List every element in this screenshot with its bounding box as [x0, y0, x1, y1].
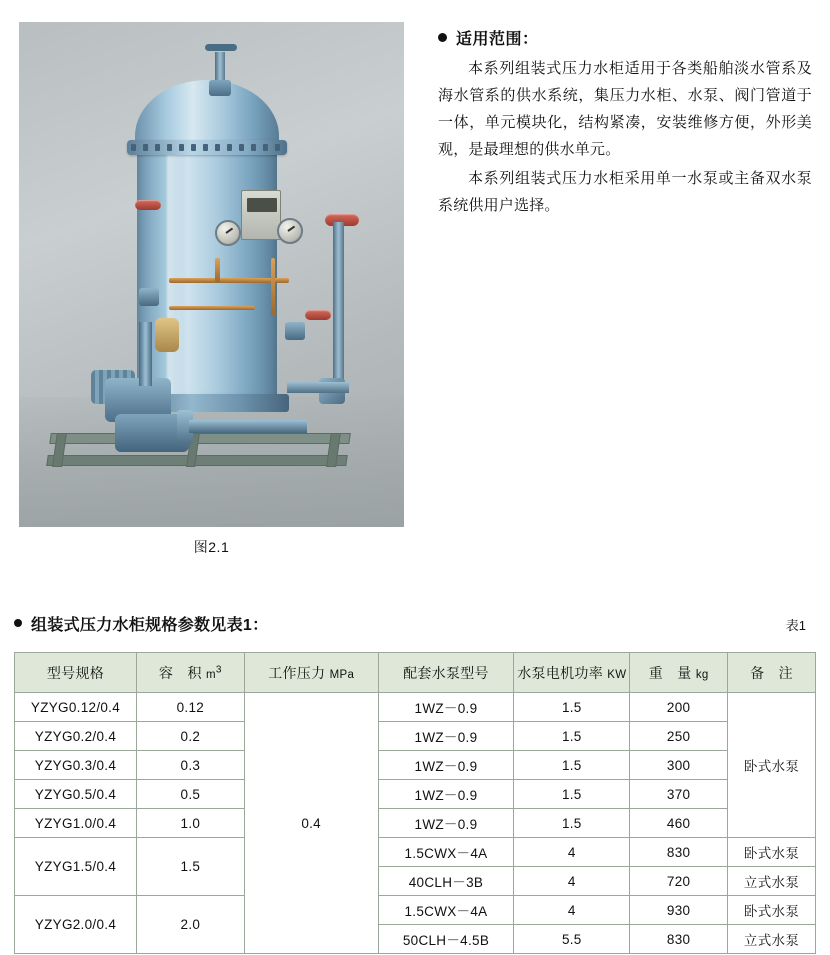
- cell-volume: 0.2: [136, 722, 244, 751]
- cell-note: 卧式水泵: [728, 896, 816, 925]
- cell-pump-model: 1WZ－0.9: [378, 722, 514, 751]
- table-row: [15, 896, 816, 925]
- scope-heading-row: [438, 26, 812, 49]
- table-number-label: 表1: [785, 618, 806, 633]
- cell-note: 立式水泵: [728, 925, 816, 954]
- col-header-note: [728, 653, 816, 693]
- pump-suction-pipe: [139, 322, 152, 386]
- col-header-pressure: [244, 653, 378, 693]
- spec-table-section: [0, 612, 830, 948]
- cell-model: YZYG2.0/0.4: [15, 896, 137, 954]
- cell-power: 4: [514, 896, 630, 925]
- cell-pump-model: 1WZ－0.9: [378, 780, 514, 809]
- cell-weight: 720: [630, 867, 728, 896]
- cell-volume: 0.12: [136, 693, 244, 722]
- col-header-volume-label: 容 积: [158, 664, 202, 681]
- spec-table-header-row: [0, 612, 830, 644]
- small-valve: [139, 288, 159, 306]
- cell-volume: 1.5: [136, 838, 244, 896]
- col-header-weight-unit: kg: [695, 668, 709, 681]
- cell-power: 5.5: [514, 925, 630, 954]
- col-header-pressure-label: 工作压力: [268, 664, 326, 681]
- col-header-pump: [378, 653, 514, 693]
- cell-volume: 1.0: [136, 809, 244, 838]
- cell-model: YZYG0.3/0.4: [15, 751, 137, 780]
- cell-note: 立式水泵: [728, 867, 816, 896]
- cell-model: YZYG0.2/0.4: [15, 722, 137, 751]
- cell-power: 1.5: [514, 751, 630, 780]
- pressure-tank-body: [137, 118, 277, 404]
- col-header-model-label: 型号规格: [46, 664, 105, 681]
- spec-title-row: [14, 612, 268, 635]
- scope-paragraph-1: 本系列组装式压力水柜适用于各类船舶淡水管系及海水管系的供水系统，集压力水柜、水泵、阀门管道于一体，单元模块化，结构紧凑，安装维修方便，外形美观，是最理想的供水单元。: [438, 60, 812, 158]
- col-header-pump-label: 配套水泵型号: [403, 664, 489, 681]
- cell-volume: 0.5: [136, 780, 244, 809]
- scope-heading: 适用范围：: [456, 31, 539, 48]
- copper-tube: [271, 258, 275, 316]
- cell-power: 1.5: [514, 780, 630, 809]
- cell-model: YZYG1.5/0.4: [15, 838, 137, 896]
- cell-working-pressure: 0.4: [244, 693, 378, 954]
- bullet-dot-icon: [14, 619, 22, 627]
- cell-weight: 200: [630, 693, 728, 722]
- brass-valve: [155, 318, 179, 352]
- col-header-model: [15, 653, 137, 693]
- top-valve-body: [209, 80, 231, 96]
- cell-power: 1.5: [514, 722, 630, 751]
- cell-weight: 370: [630, 780, 728, 809]
- copper-tube: [215, 258, 220, 282]
- cell-pump-model: 50CLH－4.5B: [378, 925, 514, 954]
- col-header-volume-exp: 3: [215, 663, 222, 675]
- pressure-gauge-icon: [277, 218, 303, 244]
- cell-volume: 2.0: [136, 896, 244, 954]
- scope-paragraph-2: 本系列组装式压力水柜采用单一水泵或主备双水泵系统供用户选择。: [438, 170, 812, 214]
- cell-pump-model: 1.5CWX－4A: [378, 896, 514, 925]
- cell-model: YZYG0.5/0.4: [15, 780, 137, 809]
- outlet-pipe: [287, 382, 349, 393]
- spec-table: [14, 652, 816, 954]
- small-valve: [285, 322, 305, 340]
- col-header-volume: [136, 653, 244, 693]
- table-row: [15, 722, 816, 751]
- col-header-power: [514, 653, 630, 693]
- tank-highlight: [167, 126, 183, 398]
- table-header-row: [15, 653, 816, 693]
- cell-weight: 930: [630, 896, 728, 925]
- cell-volume: 0.3: [136, 751, 244, 780]
- col-header-power-unit: KW: [607, 668, 627, 681]
- pump-discharge-pipe: [189, 420, 307, 433]
- copper-tube: [169, 306, 255, 310]
- cell-note: 卧式水泵: [728, 838, 816, 867]
- col-header-weight: [630, 653, 728, 693]
- cell-power: 1.5: [514, 809, 630, 838]
- col-header-weight-label: 重 量: [648, 664, 692, 681]
- col-header-note-label: 备 注: [750, 664, 793, 681]
- col-header-power-label: 水泵电机功率: [517, 664, 604, 681]
- valve-handwheel-icon: [135, 200, 161, 210]
- riser-pipe: [333, 222, 344, 394]
- cell-pump-model: 1WZ－0.9: [378, 809, 514, 838]
- table-row: [15, 809, 816, 838]
- pressure-gauge-icon: [215, 220, 241, 246]
- figure-caption: 图2.1: [193, 539, 230, 555]
- col-header-volume-unit: m: [206, 668, 216, 681]
- cell-pump-model: 40CLH－3B: [378, 867, 514, 896]
- table-row: [15, 780, 816, 809]
- cell-power: 4: [514, 838, 630, 867]
- cell-power: 4: [514, 867, 630, 896]
- col-header-pressure-unit: MPa: [329, 668, 355, 681]
- cell-pump-model: 1WZ－0.9: [378, 693, 514, 722]
- cell-pump-model: 1WZ－0.9: [378, 751, 514, 780]
- table-row: [15, 751, 816, 780]
- flange-bolts: [129, 142, 285, 153]
- cell-weight: 830: [630, 838, 728, 867]
- cell-weight: 460: [630, 809, 728, 838]
- product-photo-figure: [19, 22, 404, 527]
- cell-weight: 300: [630, 751, 728, 780]
- cell-model: YZYG1.0/0.4: [15, 809, 137, 838]
- cell-model: YZYG0.12/0.4: [15, 693, 137, 722]
- instrument-box: [241, 190, 281, 240]
- product-photo: [19, 22, 404, 527]
- top-valve-handwheel-icon: [205, 44, 237, 51]
- table-row: [15, 838, 816, 867]
- bullet-dot-icon: [438, 33, 447, 42]
- spec-table-title: 组装式压力水柜规格参数见表1：: [31, 617, 269, 634]
- valve-handwheel-icon: [305, 310, 331, 320]
- cell-power: 1.5: [514, 693, 630, 722]
- description-block: [438, 26, 812, 219]
- table-row: [15, 693, 816, 722]
- cell-weight: 250: [630, 722, 728, 751]
- cell-weight: 830: [630, 925, 728, 954]
- cell-note-merged: 卧式水泵: [728, 693, 816, 838]
- cell-pump-model: 1.5CWX－4A: [378, 838, 514, 867]
